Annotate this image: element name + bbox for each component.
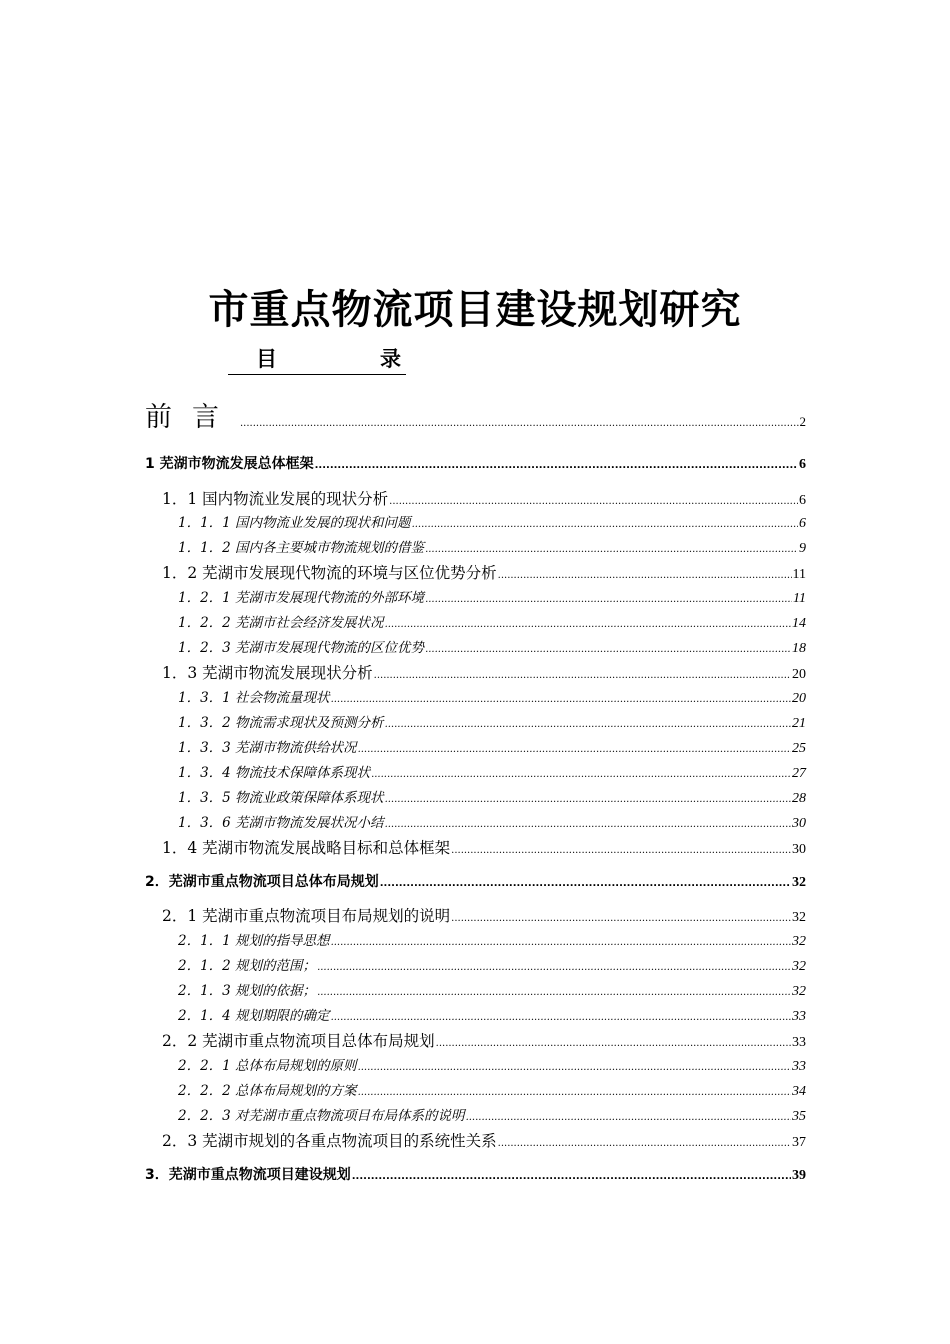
toc-entry-label: 2．3 芜湖市规划的各重点物流项目的系统性关系 (162, 1132, 497, 1150)
toc-dot-leader (374, 665, 791, 687)
toc-entry-page: 11 (792, 567, 806, 582)
toc-dot-leader (240, 406, 799, 442)
toc-entry-label: 1．3 芜湖市物流发展现状分析 (162, 664, 373, 682)
toc-entry-page: 33 (792, 1009, 806, 1024)
toc-entry-label: 1．3．5 物流业政策保障体系现状 (178, 790, 384, 806)
toc-entry-page: 32 (792, 875, 806, 890)
toc-dot-leader (498, 565, 792, 587)
toc-entry-label: 2．1．3 规划的依据； (178, 983, 317, 999)
toc-entry-page: 28 (792, 791, 806, 806)
toc-entry-page: 30 (792, 842, 806, 857)
toc-entry-label: 1．1．1 国内物流业发展的现状和问题 (178, 515, 411, 531)
toc-dot-leader (389, 491, 798, 513)
toc-entry-page: 6 (799, 493, 806, 508)
toc-dot-leader (436, 1033, 791, 1055)
toc-entry-page: 32 (792, 959, 806, 974)
toc-dot-leader (385, 615, 791, 635)
toc-dot-leader (371, 765, 791, 785)
toc-entry-page: 33 (792, 1059, 806, 1074)
toc-dot-leader (358, 740, 791, 760)
toc-entry-label: 2．1．2 规划的范围； (178, 958, 317, 974)
toc-entry-subsection[interactable] (178, 763, 806, 785)
toc-entry-page: 30 (792, 816, 806, 831)
toc-entry-chapter[interactable] (145, 1164, 806, 1188)
toc-entry-subsection[interactable] (178, 1081, 806, 1103)
toc-dot-leader (317, 983, 791, 1003)
toc-entry-page: 25 (792, 741, 806, 756)
toc-dot-leader (331, 1008, 791, 1028)
toc-entry-label: 1．3．6 芜湖市物流发展状况小结 (178, 815, 384, 831)
toc-entry-label: 1．2．3 芜湖市发展现代物流的区位优势 (178, 640, 425, 656)
toc-entry-label: 2．1．4 规划期限的确定 (178, 1008, 330, 1024)
toc-entry-page: 39 (792, 1168, 806, 1183)
toc-dot-leader (358, 1083, 791, 1103)
toc-dot-leader (358, 1058, 791, 1078)
toc-entry-chapter[interactable] (145, 871, 806, 895)
toc-dot-leader (352, 1166, 791, 1188)
toc-entry-subsection[interactable] (178, 588, 806, 610)
toc-entry-page: 2 (799, 414, 806, 429)
toc-heading-char-1: 目 (256, 347, 277, 371)
toc-entry-section[interactable] (162, 837, 806, 862)
toc-entry-page: 32 (792, 984, 806, 999)
toc-entry-page: 33 (792, 1035, 806, 1050)
toc-dot-leader (498, 1133, 791, 1155)
toc-entry-subsection[interactable] (178, 1006, 806, 1028)
toc-dot-leader (385, 790, 791, 810)
toc-entry-subsection[interactable] (178, 738, 806, 760)
toc-dot-leader (425, 590, 792, 610)
toc-dot-leader (317, 958, 791, 978)
toc-entry-subsection[interactable] (178, 981, 806, 1003)
toc-entry-subsection[interactable] (178, 638, 806, 660)
toc-entry-section[interactable] (162, 1030, 806, 1055)
toc-dot-leader (385, 715, 791, 735)
toc-entry-label: 2．2．2 总体布局规划的方案 (178, 1083, 357, 1099)
toc-entry-subsection[interactable] (178, 613, 806, 635)
toc-entry-label: 前言 (145, 402, 239, 433)
toc-entry-page: 32 (792, 934, 806, 949)
toc-entry-page: 18 (792, 641, 806, 656)
toc-entry-page: 14 (792, 616, 806, 631)
toc-entry-label: 1 芜湖市物流发展总体框架 (145, 456, 314, 472)
toc-entry-label: 2．2．3 对芜湖市重点物流项目布局体系的说明 (178, 1108, 465, 1124)
toc-entry-page: 11 (793, 591, 806, 606)
toc-entry-page: 34 (792, 1084, 806, 1099)
toc-entry-page: 9 (799, 541, 806, 556)
toc-entry-label: 3．芜湖市重点物流项目建设规划 (145, 1167, 351, 1183)
toc-dot-leader (451, 840, 791, 862)
toc-entry-section[interactable] (162, 662, 806, 687)
toc-entry-section[interactable] (162, 488, 806, 513)
toc-dot-leader (380, 873, 791, 895)
toc-entry-chapter[interactable] (145, 453, 806, 477)
toc-entry-subsection[interactable] (178, 538, 806, 560)
toc-entry-label: 1．1 国内物流业发展的现状分析 (162, 490, 389, 508)
toc-entry-label: 2．芜湖市重点物流项目总体布局规划 (145, 874, 379, 890)
toc-entry-label: 2．2．1 总体布局规划的原则 (178, 1058, 357, 1074)
toc-entry-label: 1．2．2 芜湖市社会经济发展状况 (178, 615, 384, 631)
toc-entry-label: 2．1．1 规划的指导思想 (178, 933, 330, 949)
toc-entry-label: 1．1．2 国内各主要城市物流规划的借鉴 (178, 540, 425, 556)
toc-heading-char-2: 录 (380, 347, 401, 371)
document-title: 市重点物流项目建设规划研究 (208, 287, 742, 333)
toc-dot-leader (331, 690, 791, 710)
toc-entry-label: 1．3．1 社会物流量现状 (178, 690, 330, 706)
toc-entry-subsection[interactable] (178, 813, 806, 835)
toc-dot-leader (315, 455, 798, 477)
toc-entry-page: 37 (792, 1135, 806, 1150)
toc-entry-label: 1．2．1 芜湖市发展现代物流的外部环境 (178, 590, 425, 606)
toc-entry-section[interactable] (162, 562, 806, 587)
toc-entry-subsection[interactable] (178, 513, 806, 535)
toc-entry-subsection[interactable] (178, 1106, 806, 1128)
toc-entry-subsection[interactable] (178, 788, 806, 810)
toc-dot-leader (466, 1108, 791, 1128)
toc-entry-label: 1．3．2 物流需求现状及预测分析 (178, 715, 384, 731)
toc-dot-leader (412, 515, 798, 535)
toc-entry-page: 6 (799, 457, 806, 472)
toc-entry-subsection[interactable] (178, 688, 806, 710)
toc-entry-page: 21 (792, 716, 806, 731)
toc-dot-leader (425, 640, 791, 660)
toc-entry-subsection[interactable] (178, 956, 806, 978)
toc-entry-subsection[interactable] (178, 713, 806, 735)
toc-dot-leader (451, 908, 791, 930)
toc-entry-preface[interactable] (145, 400, 806, 442)
toc-entry-subsection[interactable] (178, 931, 806, 953)
toc-entry-section[interactable] (162, 905, 806, 930)
toc-entry-section[interactable] (162, 1130, 806, 1155)
toc-entry-label: 1．4 芜湖市物流发展战略目标和总体框架 (162, 839, 451, 857)
toc-entry-page: 27 (792, 766, 806, 781)
toc-heading (228, 344, 406, 375)
toc-entry-label: 1．2 芜湖市发展现代物流的环境与区位优势分析 (162, 564, 497, 582)
toc-entry-page: 35 (792, 1109, 806, 1124)
toc-entry-label: 1．3．3 芜湖市物流供给状况 (178, 740, 357, 756)
toc-entry-subsection[interactable] (178, 1056, 806, 1078)
toc-dot-leader (425, 540, 798, 560)
toc-entry-label: 2．2 芜湖市重点物流项目总体布局规划 (162, 1032, 435, 1050)
toc-entry-label: 1．3．4 物流技术保障体系现状 (178, 765, 371, 781)
toc-dot-leader (385, 815, 791, 835)
toc-dot-leader (331, 933, 791, 953)
toc-entry-page: 20 (792, 691, 806, 706)
toc-entry-label: 2．1 芜湖市重点物流项目布局规划的说明 (162, 907, 451, 925)
toc-entry-page: 20 (792, 667, 806, 682)
toc-entry-page: 6 (799, 516, 806, 531)
toc-entry-page: 32 (792, 910, 806, 925)
